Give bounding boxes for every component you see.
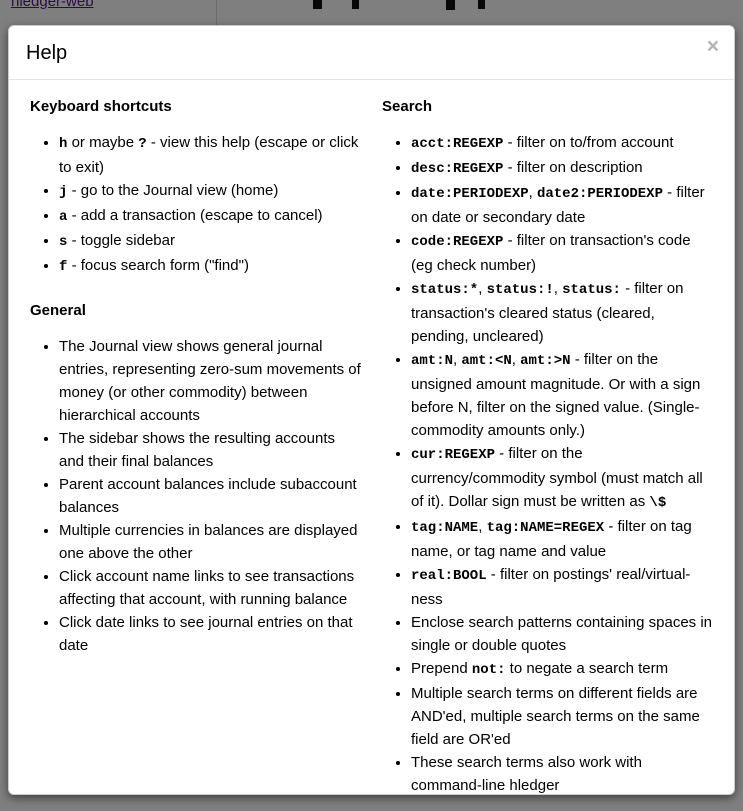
- code-term: not:: [471, 662, 506, 678]
- text-run: - go to the Journal view (home): [67, 182, 279, 199]
- list-item: [59, 179, 364, 204]
- code-term: status:*: [411, 282, 479, 298]
- text-run: - filter on postings' real/virtual-ness: [411, 566, 691, 608]
- code-term: desc:REGEXP: [411, 161, 504, 177]
- list-item: [59, 229, 364, 254]
- code-term: amt:<N: [461, 353, 512, 369]
- code-term: code:REGEXP: [411, 234, 504, 250]
- code-term: \$: [649, 495, 667, 511]
- code-term: tag:NAME: [411, 520, 479, 536]
- code-term: acct:REGEXP: [411, 136, 504, 152]
- text-run: ,: [553, 280, 563, 297]
- list-item: [411, 348, 716, 442]
- keyboard-shortcuts-list: [30, 131, 364, 279]
- text-run: - filter on description: [503, 159, 643, 176]
- code-term: ?: [138, 136, 147, 152]
- section-heading-general: General: [30, 302, 86, 319]
- code-term: amt:>N: [520, 353, 571, 369]
- text-run: ,: [453, 351, 462, 368]
- text-run: - filter on transaction's cleared status (cleared, pending, uncleared): [411, 280, 684, 345]
- list-item: [411, 611, 716, 657]
- list-item: [411, 156, 716, 181]
- close-icon[interactable]: ×: [706, 35, 719, 58]
- code-term: date2:PERIODEXP: [536, 186, 663, 202]
- list-item: [411, 442, 716, 515]
- search-list: [382, 131, 716, 795]
- list-item: [411, 131, 716, 156]
- text-run: or maybe: [67, 134, 139, 151]
- list-item: [59, 131, 364, 179]
- text-run: ,: [528, 184, 537, 201]
- text-run: The sidebar shows the resulting accounts and their final balances: [59, 430, 335, 470]
- text-run: ,: [478, 518, 487, 535]
- text-run: Multiple currencies in balances are displayed one above the other: [59, 522, 358, 562]
- list-item: [411, 277, 716, 348]
- text-run: Multiple search terms on different fields are AND'ed, multiple search terms on the same field are OR'ed: [411, 685, 700, 748]
- text-run: Parent account balances include subaccount balances: [59, 476, 357, 516]
- text-run: - filter on tag name, or tag name and value: [411, 518, 692, 560]
- list-item: [411, 751, 716, 795]
- right-column: [382, 96, 716, 795]
- section-heading-search: Search: [382, 98, 433, 115]
- text-run: - filter on the currency/commodity symbol (must match all of it). Dollar sign must be written as: [411, 445, 703, 510]
- general-list: [30, 335, 364, 657]
- text-run: - filter on the unsigned amount magnitude. Or with a sign before N, filter on the signed value. (Single-commodity amounts only.): [411, 351, 701, 439]
- modal-header: [9, 26, 734, 80]
- code-term: status:: [562, 282, 621, 298]
- text-run: Click date links to see journal entries on that date: [59, 614, 353, 654]
- text-run: to negate a search term: [505, 660, 669, 677]
- left-column: [30, 96, 364, 671]
- code-term: h: [59, 136, 68, 152]
- text-run: ,: [511, 351, 521, 368]
- code-term: f: [59, 259, 68, 275]
- text-run: - filter on date or secondary date: [411, 184, 705, 226]
- text-run: - view this help (escape or click to exit): [59, 134, 359, 176]
- code-term: s: [59, 234, 68, 250]
- text-run: Enclose search patterns containing spaces in single or double quotes: [411, 614, 713, 654]
- list-item: [59, 473, 364, 519]
- text-run: - add a transaction (escape to cancel): [67, 207, 323, 224]
- list-item: [411, 229, 716, 277]
- modal-body: [9, 80, 734, 795]
- list-item: [59, 427, 364, 473]
- list-item: [59, 519, 364, 565]
- list-item: [411, 181, 716, 229]
- text-run: The Journal view shows general journal entries, representing zero-sum movements of money (or other commodity) between hierarchical accounts: [59, 338, 361, 424]
- text-run: Click account name links to see transactions affecting that account, with running balance: [59, 568, 355, 608]
- text-run: - filter on transaction's code (eg check number): [411, 232, 691, 274]
- text-run: These search terms also work with command-line hledger: [411, 754, 642, 794]
- list-item: [59, 565, 364, 611]
- text-run: Prepend: [411, 660, 472, 677]
- modal-title: Help: [26, 42, 68, 64]
- text-run: - toggle sidebar: [67, 232, 175, 249]
- text-run: - filter on to/from account: [503, 134, 674, 151]
- code-term: a: [59, 209, 68, 225]
- text-run: ,: [478, 280, 487, 297]
- help-modal: [8, 25, 735, 795]
- list-item: [411, 657, 716, 682]
- code-term: date:PERIODEXP: [411, 186, 529, 202]
- list-item: [59, 611, 364, 657]
- code-term: j: [59, 184, 68, 200]
- list-item: [59, 335, 364, 427]
- list-item: [411, 563, 716, 611]
- code-term: real:BOOL: [411, 568, 487, 584]
- text-run: - focus search form ("find"): [67, 257, 249, 274]
- list-item: [59, 254, 364, 279]
- code-term: tag:NAME=REGEX: [486, 520, 605, 536]
- code-term: amt:N: [411, 353, 454, 369]
- list-item: [411, 515, 716, 563]
- list-item: [59, 204, 364, 229]
- code-term: cur:REGEXP: [411, 447, 496, 463]
- list-item: [411, 682, 716, 751]
- code-term: status:!: [486, 282, 554, 298]
- section-heading-keyboard-shortcuts: Keyboard shortcuts: [30, 98, 172, 115]
